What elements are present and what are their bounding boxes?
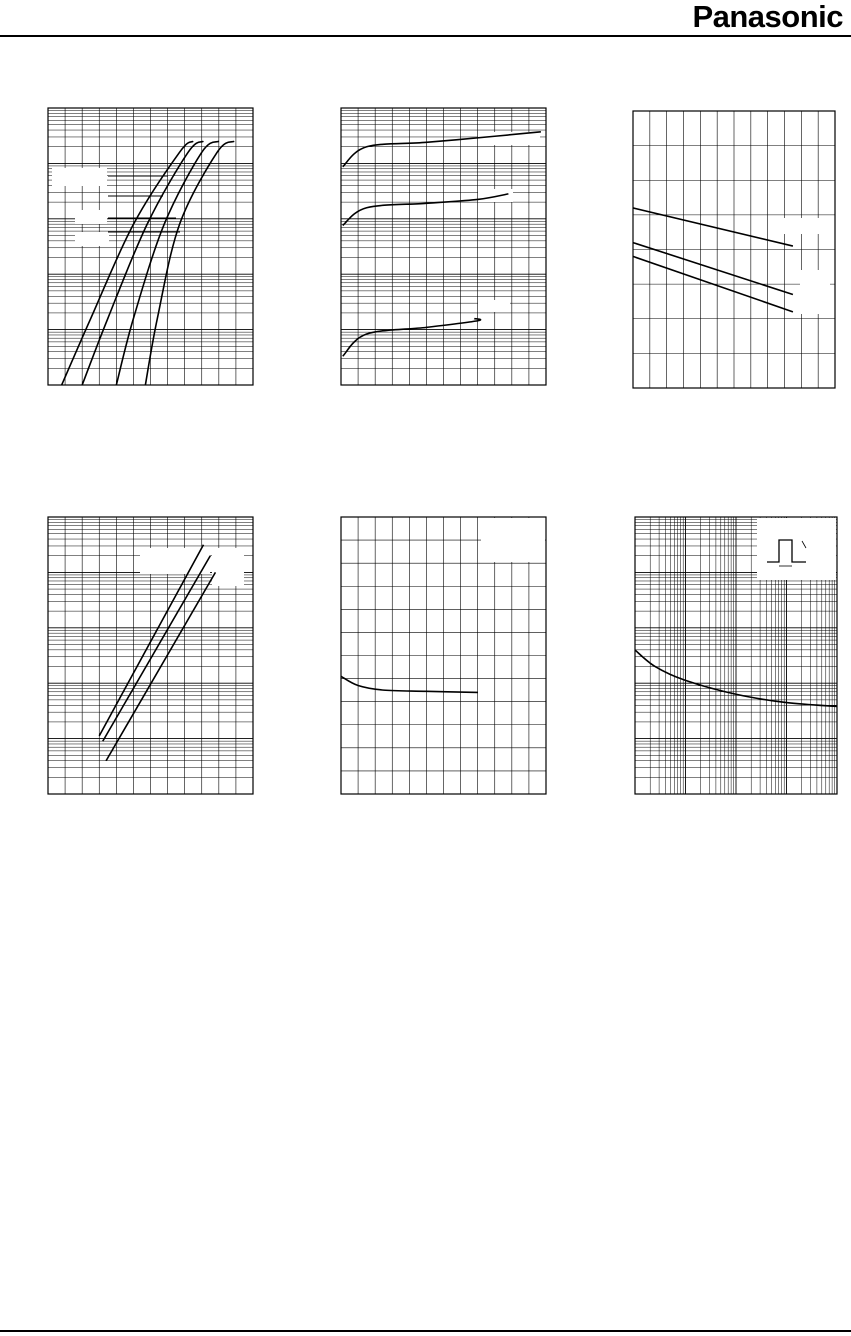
- legend-area: [212, 548, 244, 586]
- legend-area: [52, 168, 107, 186]
- legend-area: [478, 300, 510, 312]
- legend-area: [75, 210, 107, 224]
- legend-area: [75, 232, 109, 246]
- legend-area: [800, 270, 830, 314]
- legend-area: [478, 189, 513, 202]
- chart-3: [633, 111, 835, 388]
- chart-4: [48, 517, 253, 794]
- legend-area: [478, 132, 540, 145]
- legend-area: [768, 218, 828, 234]
- chart-6: [635, 517, 837, 794]
- brand-logo: Panasonic: [692, 0, 843, 34]
- chart-5: [341, 517, 546, 794]
- legend-area: [757, 518, 836, 580]
- chart-1: [48, 108, 253, 385]
- chart-2: [341, 108, 546, 385]
- legend-area: [481, 518, 545, 562]
